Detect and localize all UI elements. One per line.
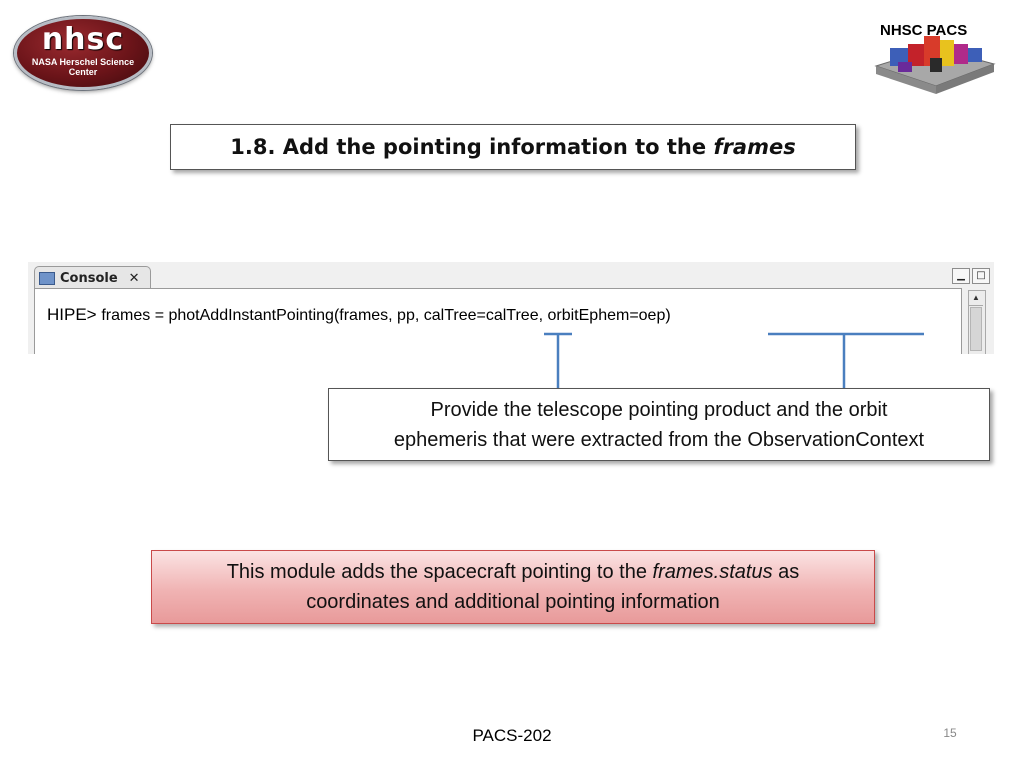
nhsc-pacs-logo [870,14,1000,100]
callout-line-2: ephemeris that were extracted from the ObservationContext [393,428,925,451]
slide-title [170,124,856,170]
description-emphasis: frames.status [652,561,773,583]
console-tab-label: Console [60,270,118,286]
nhsc-logo [14,16,152,90]
console-monitor-icon [39,272,55,285]
console-panel [28,262,994,354]
scroll-thumb[interactable] [970,307,982,351]
console-scrollbar[interactable] [968,290,986,354]
page-number: 15 [943,726,957,740]
pacs-logo-label: NHSC PACS [880,22,968,39]
callout-line-1: Provide the telescope pointing product and the orbit [430,398,888,421]
module-description-text [227,557,800,617]
window-controls [952,268,990,284]
pointing-product-callout [328,388,990,461]
module-description-callout [151,550,875,624]
scroll-up-arrow-icon[interactable]: ▲ [969,291,983,306]
description-line-2: coordinates and additional pointing information [306,591,720,613]
nhsc-logo-text: nhsc [41,22,125,57]
close-icon[interactable]: ✕ [128,270,140,286]
slide-title-emphasis: frames [713,135,796,159]
console-command: frames = photAddInstantPointing(frames, pp, calTree=calTree, orbitEphem=oep) [101,307,671,324]
slide-title-text: 1.8. Add the pointing information to the [230,135,707,159]
minimize-icon[interactable]: ▁ [952,268,970,284]
pointing-product-callout-text [394,395,924,455]
maximize-icon[interactable]: □ [972,268,990,284]
nhsc-logo-subtext: NASA Herschel Science Center [31,57,135,77]
description-part-2: as [778,561,800,583]
console-prompt: HIPE> [47,305,97,324]
console-output[interactable] [34,288,962,354]
console-command-line [47,305,671,325]
slide-footer: PACS-202 [472,726,552,745]
console-tab[interactable] [34,266,151,289]
description-part-1: This module adds the spacecraft pointing to the [226,561,647,583]
